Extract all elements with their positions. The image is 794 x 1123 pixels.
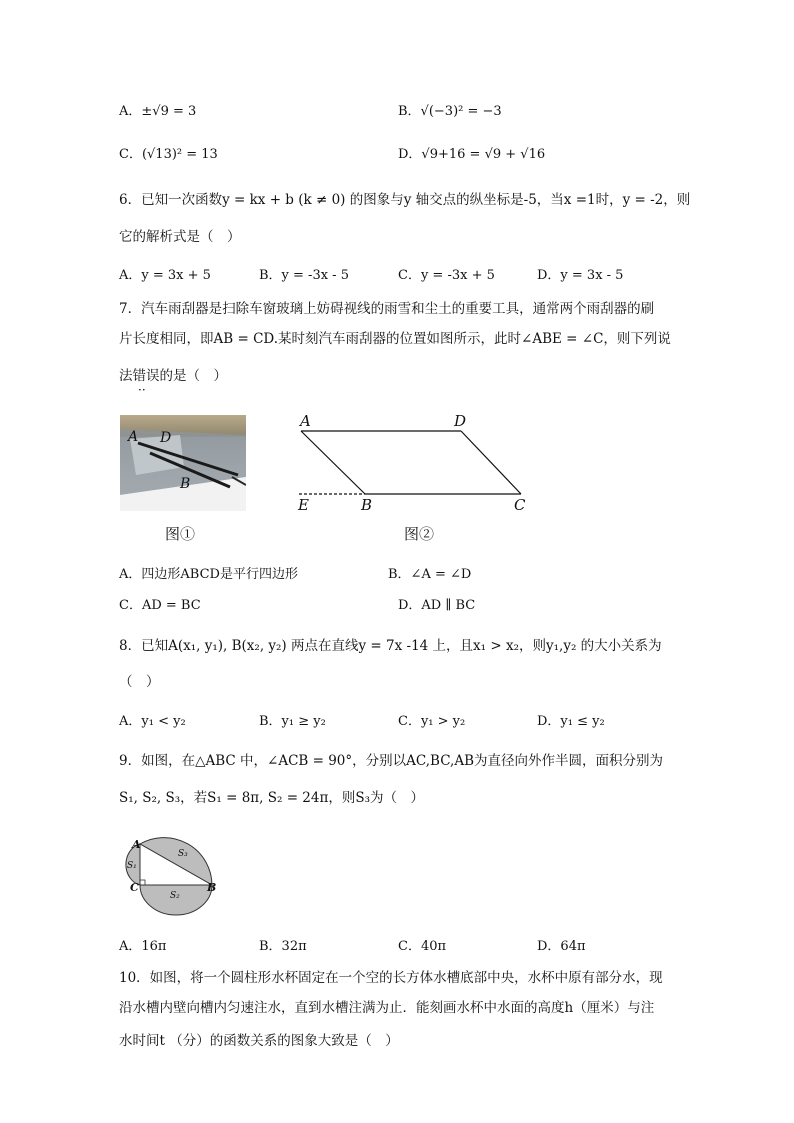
diagram-label-b: B [361, 496, 373, 514]
q6-option-c: C．y = -3x + 5 [398, 268, 495, 283]
diagram-label-d: D [454, 412, 467, 430]
q9-option-c: C．40π [398, 939, 447, 954]
emphasis-dots: ·· [138, 383, 146, 397]
area-label-s3: S₃ [178, 849, 188, 859]
q6-option-a: A．y = 3x + 5 [119, 268, 211, 283]
q6-option-d: D．y = 3x - 5 [537, 268, 624, 283]
tri-label-c: C [130, 881, 139, 894]
q5-option-c: C．(√13)² = 13 [119, 147, 218, 162]
area-label-s2: S₂ [170, 891, 180, 901]
q7-stem-line2: 片长度相同，即AB = CD.某时刻汽车雨刮器的位置如图所示，此时∠ABE = ∠C，则下列说 [119, 331, 671, 347]
q8-stem-line1: 8．已知A(x₁, y₁), B(x₂, y₂) 两点在直线y = 7x -14 上，且x₁ > x₂，则y₁,y₂ 的大小关系为 [119, 638, 662, 654]
q9-stem-line2: S₁, S₂, S₃，若S₁ = 8π, S₂ = 24π，则S₃为（ ） [119, 790, 425, 806]
q6-stem-line2: 它的解析式是（ ） [119, 229, 241, 245]
photo-label-a: A [128, 429, 139, 445]
q7-option-c: C．AD = BC [119, 598, 201, 613]
q8-option-c: C．y₁ > y₂ [398, 714, 466, 729]
q8-stem-line2: （ ） [119, 674, 160, 690]
q6-option-b: B．y = -3x - 5 [259, 268, 349, 283]
q9-stem-line1: 9．如图，在△ABC 中，∠ACB = 90°，分别以AC,BC,AB为直径向外作半圆，面积分别为 [119, 753, 664, 769]
diagram-label-e: E [298, 496, 309, 514]
tri-label-a: A [132, 838, 141, 851]
q7-option-d: D．AD ∥ BC [398, 598, 476, 613]
diagram-label-c: C [514, 496, 526, 514]
area-label-s1: S₁ [127, 861, 137, 871]
q5-option-b: B．√(−3)² = −3 [398, 104, 502, 119]
photo-label-d: D [160, 430, 172, 446]
q8-option-a: A．y₁ < y₂ [119, 714, 186, 729]
q10-stem-line1: 10．如图，将一个圆柱形水杯固定在一个空的长方体水槽底部中央，水杯中原有部分水，现 [119, 970, 663, 986]
figure-1-caption: 图① [165, 525, 196, 543]
q5-option-a: A．±√9 = 3 [119, 104, 197, 119]
q7-stem-line1: 7．汽车雨刮器是扫除车窗玻璃上妨碍视线的雨雪和尘土的重要工具，通常两个雨刮器的刷 [119, 301, 655, 317]
figure-2-caption: 图② [404, 525, 435, 543]
q8-option-d: D．y₁ ≤ y₂ [537, 714, 605, 729]
q6-stem-line1: 6．已知一次函数y = kx + b (k ≠ 0) 的图象与y 轴交点的纵坐标是-5，当x =1时，y = -2，则 [119, 192, 691, 208]
q10-stem-line3: 水时间t （分）的函数关系的图象大致是（ ） [119, 1033, 399, 1049]
q7-option-b: B．∠A = ∠D [388, 567, 472, 582]
q7-stem-line3: 法错误的是（ ） [119, 368, 227, 384]
q9-option-a: A．16π [119, 939, 167, 954]
tri-label-b: B [207, 881, 217, 894]
q5-option-d: D．√9+16 = √9 + √16 [398, 147, 546, 162]
diagram-label-a: A [300, 412, 311, 430]
q10-stem-line2: 沿水槽内壁向槽内匀速注水，直到水槽注满为止．能刻画水杯中水面的高度h（厘米）与注 [119, 1000, 655, 1016]
windshield-photo-art [120, 415, 246, 511]
q9-option-d: D．64π [537, 939, 586, 954]
windshield-photo [120, 415, 246, 511]
parallelogram-diagram [295, 425, 535, 505]
q9-option-b: B．32π [259, 939, 307, 954]
photo-label-b: B [180, 476, 191, 492]
q8-option-b: B．y₁ ≥ y₂ [259, 714, 326, 729]
q7-option-a: A．四边形ABCD是平行四边形 [119, 567, 298, 582]
